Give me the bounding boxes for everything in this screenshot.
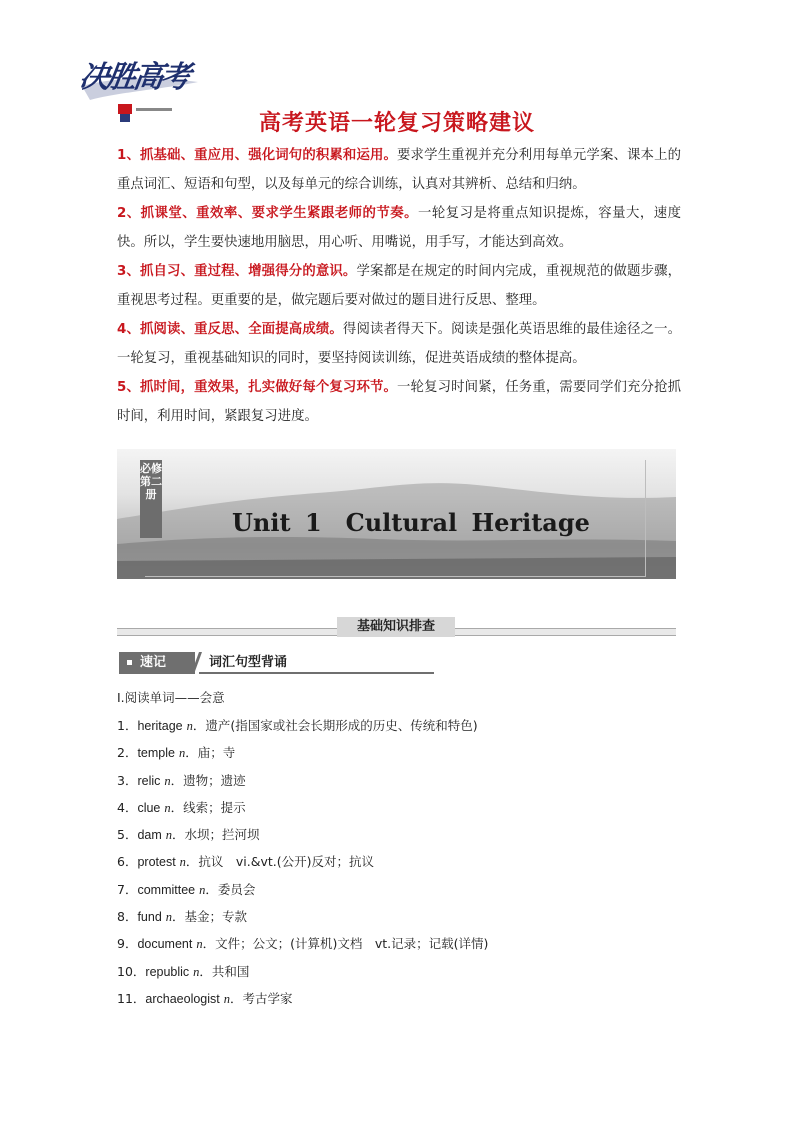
vocab-list — [117, 712, 677, 1012]
list-item: 5．dam n．水坝；拦河坝 — [117, 827, 260, 843]
tip-1 — [117, 141, 681, 199]
tip-2 — [117, 199, 681, 257]
square-bullet-icon — [127, 660, 132, 665]
logo-text: 决胜高考 — [77, 60, 190, 95]
page-title: 高考英语一轮复习策略建议 — [258, 111, 535, 136]
tip-3 — [117, 257, 681, 315]
tip-5-text: 一轮复习时间紧，任务重，需要同学们充分抢抓时间，利用时间，紧跟复习进度。 — [117, 380, 681, 424]
list-item: 1．heritage n．遗产(指国家或社会长期形成的历史、传统和特色) — [117, 718, 478, 733]
suji-tab-label: 速记 — [140, 655, 167, 670]
tip-2-text: 一轮复习是将重点知识提炼，容量大，速度快。所以，学生要快速地用脑思，用心听、用嘴说，用手写，才能达到高效。 — [117, 206, 681, 250]
tip-4-highlight: 4、抓阅读、重反思、全面提高成绩。 — [117, 322, 343, 337]
suji-tab — [119, 652, 195, 674]
tip-2-highlight: 2、抓课堂、重效率、要求学生紧跟老师的节奏。 — [117, 206, 418, 221]
list-item: 7．committee n．委员会 — [117, 881, 256, 897]
book-label: 必修第二册 — [140, 460, 162, 538]
tip-3-highlight: 3、抓自习、重过程、增强得分的意识。 — [117, 264, 357, 279]
tip-4 — [117, 315, 681, 373]
list-item: 10．republic n．共和国 — [117, 963, 250, 979]
tip-1-highlight: 1、抓基础、重应用、强化词句的积累和运用。 — [117, 148, 398, 163]
tips-section — [117, 141, 681, 431]
list-item: 11．archaeologist n．考古学家 — [117, 990, 293, 1006]
section-title: 基础知识排查 — [337, 617, 455, 637]
list-item: 9．document n．文件；公文；(计算机)文档 vt.记录；记载(详情) — [117, 936, 489, 952]
unit-title: Unit 1 Cultural Heritage — [232, 508, 590, 537]
list-item: 6．protest n．抗议 vi.&vt.(公开)反对；抗议 — [117, 854, 375, 870]
vocab-tab: 词汇句型背诵 — [199, 652, 434, 674]
list-item: 2．temple n．庙；寺 — [117, 745, 236, 761]
list-item: 8．fund n．基金；专款 — [117, 909, 248, 925]
tip-1-text: 要求学生重视并充分利用每单元学案、课本上的重点词汇、短语和句型，以及每单元的综合训练，认真对其辨析、总结和归纳。 — [117, 148, 681, 192]
tip-5 — [117, 373, 681, 431]
subhead: Ⅰ.阅读单词——会意 — [117, 690, 225, 705]
list-item: 3．relic n．遗物；遗迹 — [117, 772, 246, 788]
list-item: 4．clue n．线索；提示 — [117, 799, 246, 815]
tip-4-text: 得阅读者得天下。阅读是强化英语思维的最佳途径之一。一轮复习，重视基础知识的同时，要坚持阅读训练，促进英语成绩的整体提高。 — [117, 322, 681, 366]
tip-5-highlight: 5、抓时间，重效果，扎实做好每个复习环节。 — [117, 380, 398, 395]
tip-3-text: 学案都是在规定的时间内完成，重视规范的做题步骤，重视思考过程。更重要的是，做完题后要对做过的题目进行反思、整理。 — [117, 264, 681, 308]
